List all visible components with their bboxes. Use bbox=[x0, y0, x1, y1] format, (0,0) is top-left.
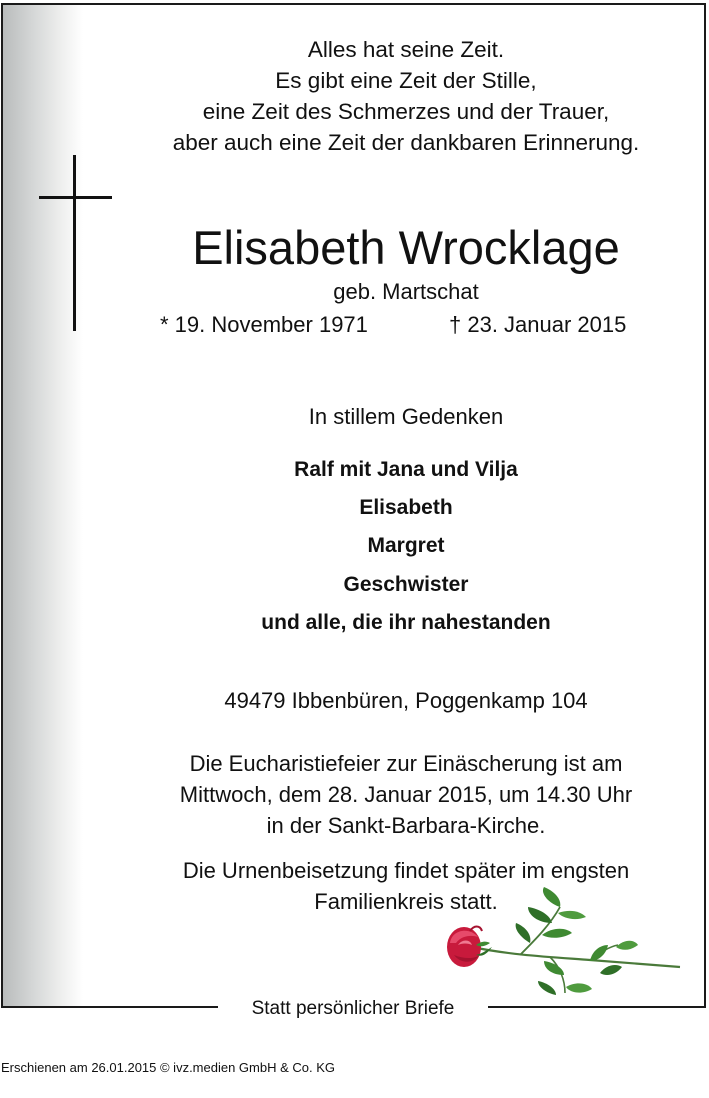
deceased-name: Elisabeth Wrocklage bbox=[192, 221, 620, 274]
service-line: Die Eucharistiefeier zur Einäscherung ist am bbox=[189, 751, 623, 776]
cross-icon bbox=[73, 155, 76, 331]
side-shading bbox=[3, 5, 83, 1006]
mourner: Margret bbox=[367, 534, 445, 558]
mourner: Geschwister bbox=[343, 572, 469, 596]
memory-line: In stillem Gedenken bbox=[308, 404, 504, 429]
mourners-list bbox=[100, 451, 709, 642]
poem-line: aber auch eine Zeit der dankbaren Erinnerung. bbox=[172, 130, 640, 155]
poem bbox=[100, 34, 709, 158]
mourner: Elisabeth bbox=[359, 496, 453, 520]
birth-name: geb. Martschat bbox=[333, 279, 479, 304]
service-info bbox=[100, 748, 709, 841]
service-line: Mittwoch, dem 28. Januar 2015, um 14.30 Uhr bbox=[179, 782, 633, 807]
address: 49479 Ibbenbüren, Poggenkamp 104 bbox=[224, 688, 588, 713]
poem-line: eine Zeit des Schmerzes und der Trauer, bbox=[202, 99, 610, 124]
poem-line: Alles hat seine Zeit. bbox=[307, 37, 505, 62]
birth-date: * 19. November 1971 bbox=[160, 312, 368, 337]
rose-icon bbox=[440, 885, 685, 1000]
footer-line: Statt persönlicher Briefe bbox=[251, 998, 455, 1019]
service-line: in der Sankt-Barbara-Kirche. bbox=[266, 813, 546, 838]
mourner: Ralf mit Jana und Vilja bbox=[294, 458, 518, 481]
burial-line: Familienkreis statt. bbox=[314, 889, 498, 914]
mourner: und alle, die ihr nahestanden bbox=[261, 610, 551, 634]
death-date: † 23. Januar 2015 bbox=[449, 312, 627, 337]
publication-credit: Erschienen am 26.01.2015 © ivz.medien GmbH & Co. KG bbox=[1, 1060, 336, 1075]
burial-line: Die Urnenbeisetzung findet später im engsten bbox=[182, 858, 630, 883]
poem-line: Es gibt eine Zeit der Stille, bbox=[275, 68, 537, 93]
cross-icon-bar bbox=[39, 196, 112, 199]
